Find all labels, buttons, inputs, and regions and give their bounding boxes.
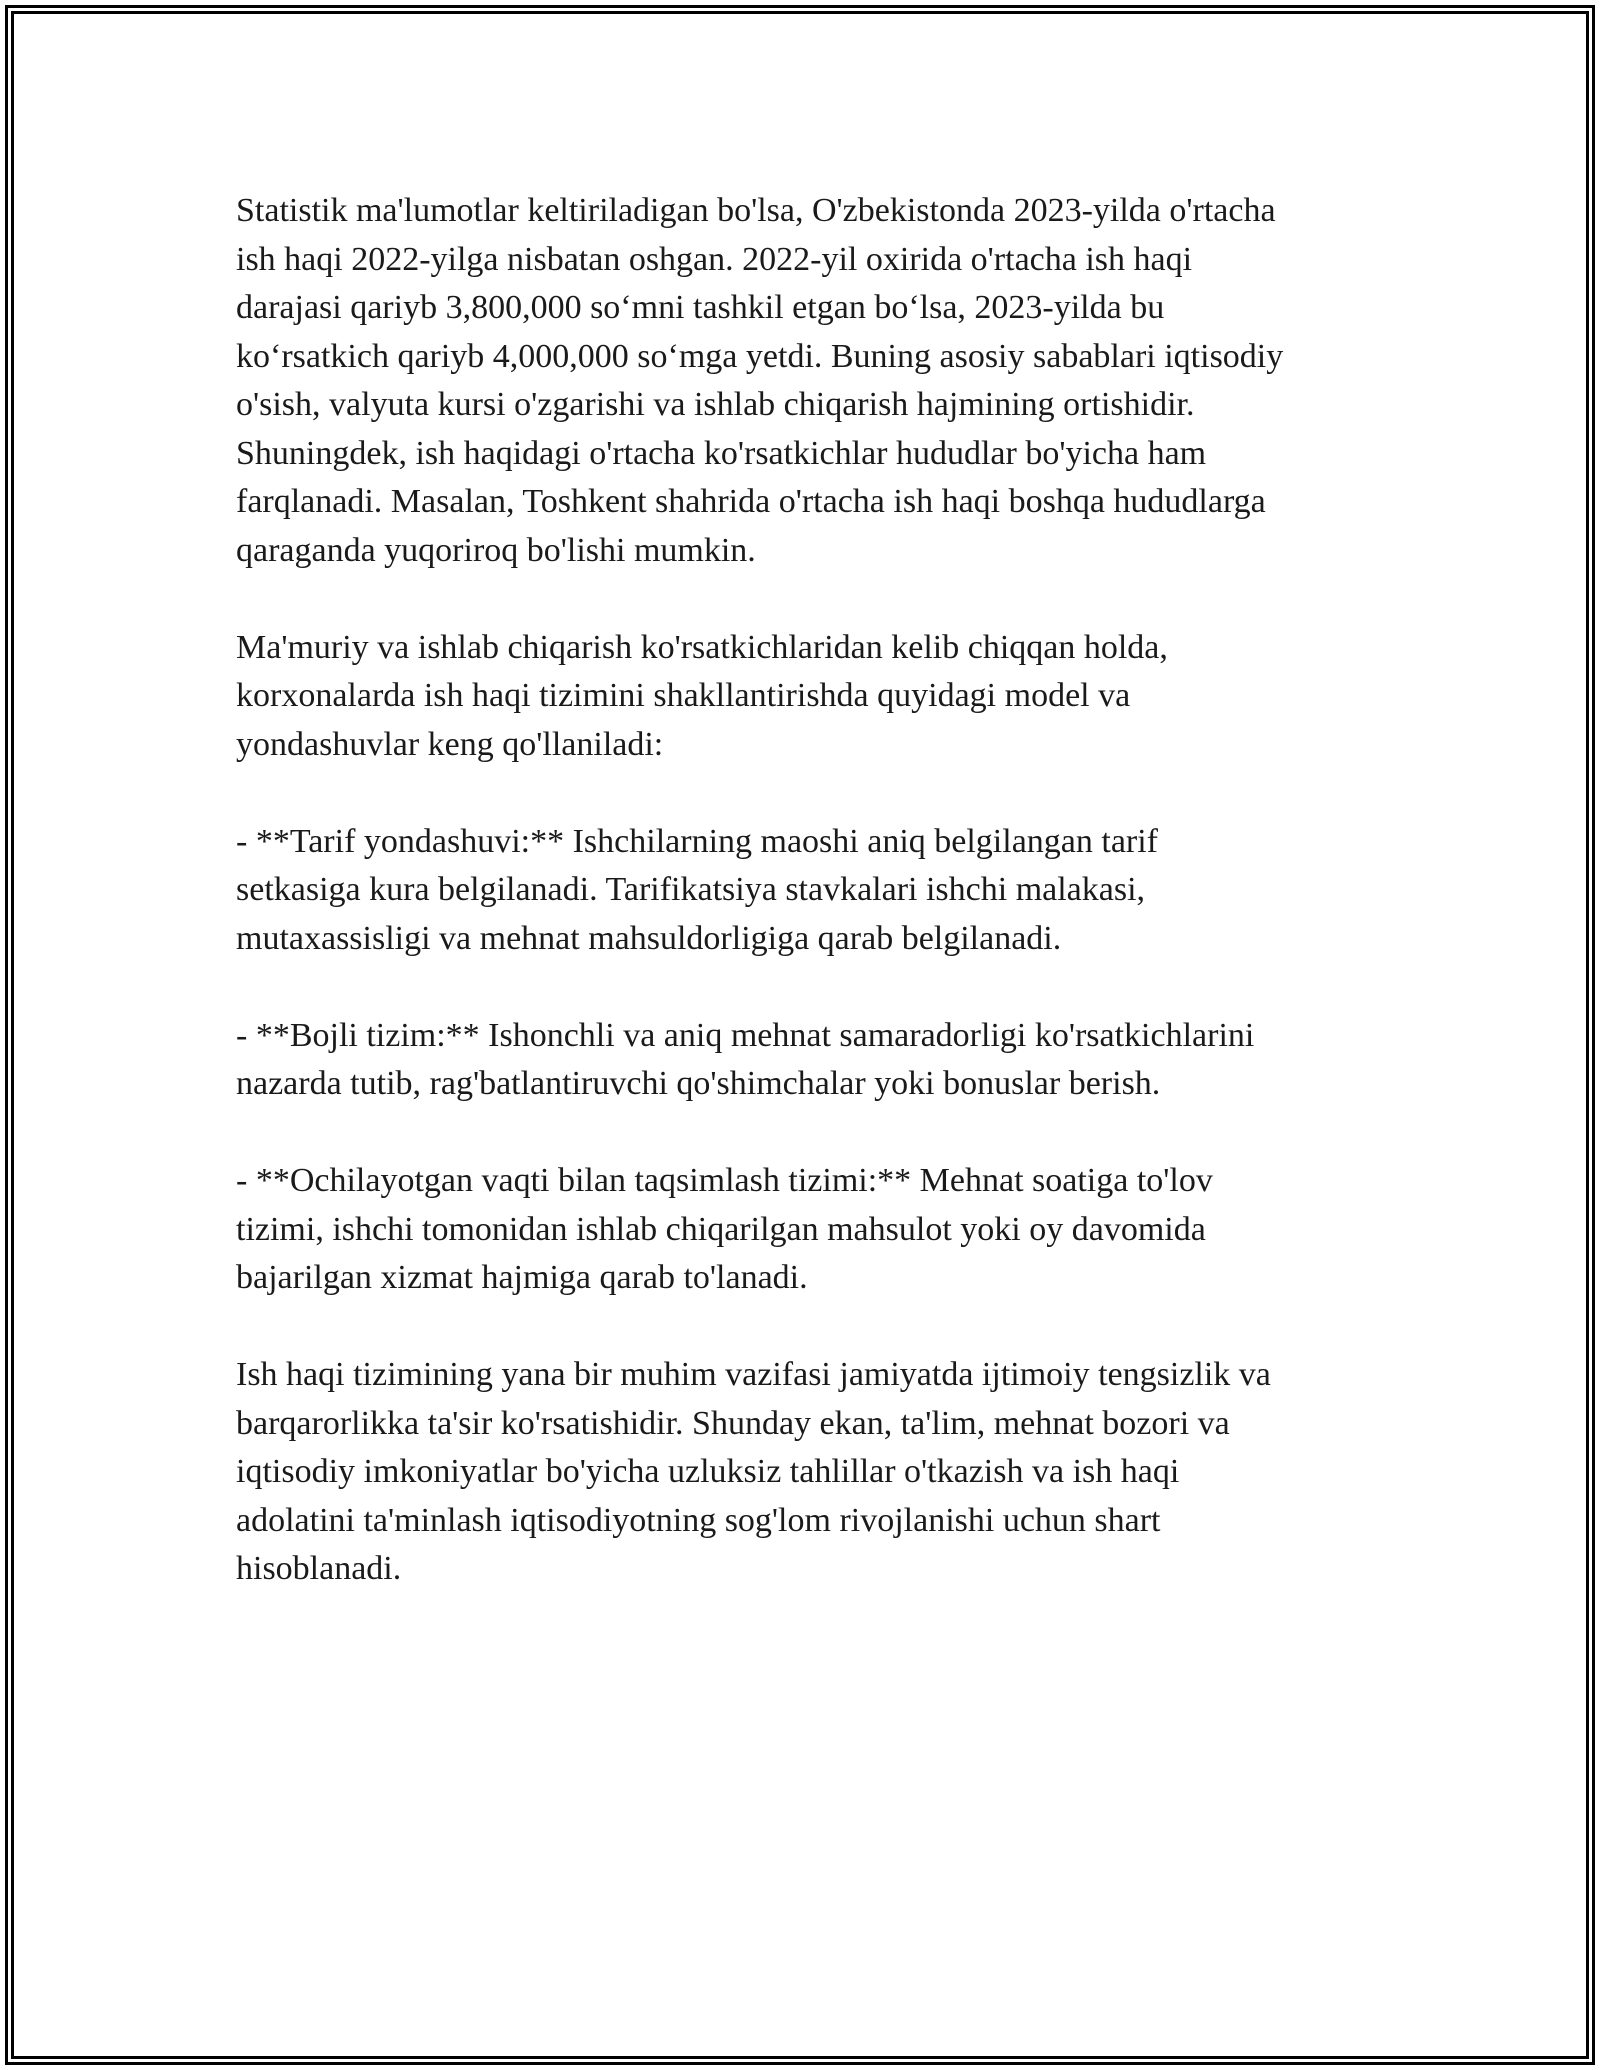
paragraph-models-intro <box>236 624 1366 770</box>
paragraph-statistics <box>236 187 1366 575</box>
text-line: mutaxassisligi va mehnat mahsuldorligiga qarab belgilanadi. <box>236 919 1062 957</box>
text-line: Ma'muriy va ishlab chiqarish ko'rsatkichlaridan kelib chiqqan holda, <box>236 628 1168 666</box>
text-line: hisoblanadi. <box>236 1550 402 1587</box>
paragraph-conclusion <box>236 1351 1366 1594</box>
list-item-tarif <box>236 818 1366 964</box>
text-line: Ish haqi tizimining yana bir muhim vazifasi jamiyatda ijtimoiy tengsizlik va <box>236 1356 1271 1393</box>
text-line: nazarda tutib, rag'batlantiruvchi qo'shimchalar yoki bonuslar berish. <box>236 1065 1161 1102</box>
text-line: - **Tarif yondashuvi:** Ishchilarning maoshi aniq belgilangan tarif <box>236 822 1159 860</box>
text-line: barqarorlikka ta'sir ko'rsatishidir. Shunday ekan, ta'lim, mehnat bozori va <box>236 1404 1230 1442</box>
text-line: bajarilgan xizmat hajmiga qarab to'lanadi. <box>236 1259 808 1296</box>
text-line: - **Bojli tizim:** Ishonchli va aniq mehnat samaradorligi ko'rsatkichlarini <box>236 1016 1255 1054</box>
text-line: ish haqi 2022-yilga nisbatan oshgan. 2022-yil oxirida o'rtacha ish haqi <box>236 240 1193 278</box>
text-line: darajasi qariyb 3,800,000 so‘mni tashkil etgan bo‘lsa, 2023-yilda bu <box>236 289 1165 326</box>
text-line: ko‘rsatkich qariyb 4,000,000 so‘mga yetdi. Buning asosiy sabablari iqtisodiy <box>236 337 1284 375</box>
text-line: adolatini ta'minlash iqtisodiyotning sog'lom rivojlanishi uchun shart <box>236 1501 1161 1539</box>
text-line: Shuningdek, ish haqidagi o'rtacha ko'rsatkichlar hududlar bo'yicha ham <box>236 434 1207 472</box>
text-line: qaraganda yuqoriroq bo'lishi mumkin. <box>236 531 756 569</box>
text-line: korxonalarda ish haqi tizimini shakllantirishda quyidagi model va <box>236 677 1131 714</box>
text-line: o'sish, valyuta kursi o'zgarishi va ishlab chiqarish hajmining ortishidir. <box>236 386 1195 423</box>
text-line: iqtisodiy imkoniyatlar bo'yicha uzluksiz tahlillar o'tkazish va ish haqi <box>236 1453 1180 1490</box>
text-line: Statistik ma'lumotlar keltiriladigan bo'lsa, O'zbekistonda 2023-yilda o'rtacha <box>236 192 1276 229</box>
text-line: yondashuvlar keng qo'llaniladi: <box>236 725 664 763</box>
text-line: - **Ochilayotgan vaqti bilan taqsimlash tizimi:** Mehnat soatiga to'lov <box>236 1162 1213 1199</box>
list-item-bojli <box>236 1012 1366 1109</box>
text-line: farqlanadi. Masalan, Toshkent shahrida o'rtacha ish haqi boshqa hududlarga <box>236 483 1266 520</box>
list-item-ochilayotgan <box>236 1157 1366 1303</box>
text-line: setkasiga kura belgilanadi. Tarifikatsiya stavkalari ishchi malakasi, <box>236 871 1146 908</box>
document-body <box>236 187 1366 1642</box>
text-line: tizimi, ishchi tomonidan ishlab chiqarilgan mahsulot yoki oy davomida <box>236 1210 1206 1248</box>
